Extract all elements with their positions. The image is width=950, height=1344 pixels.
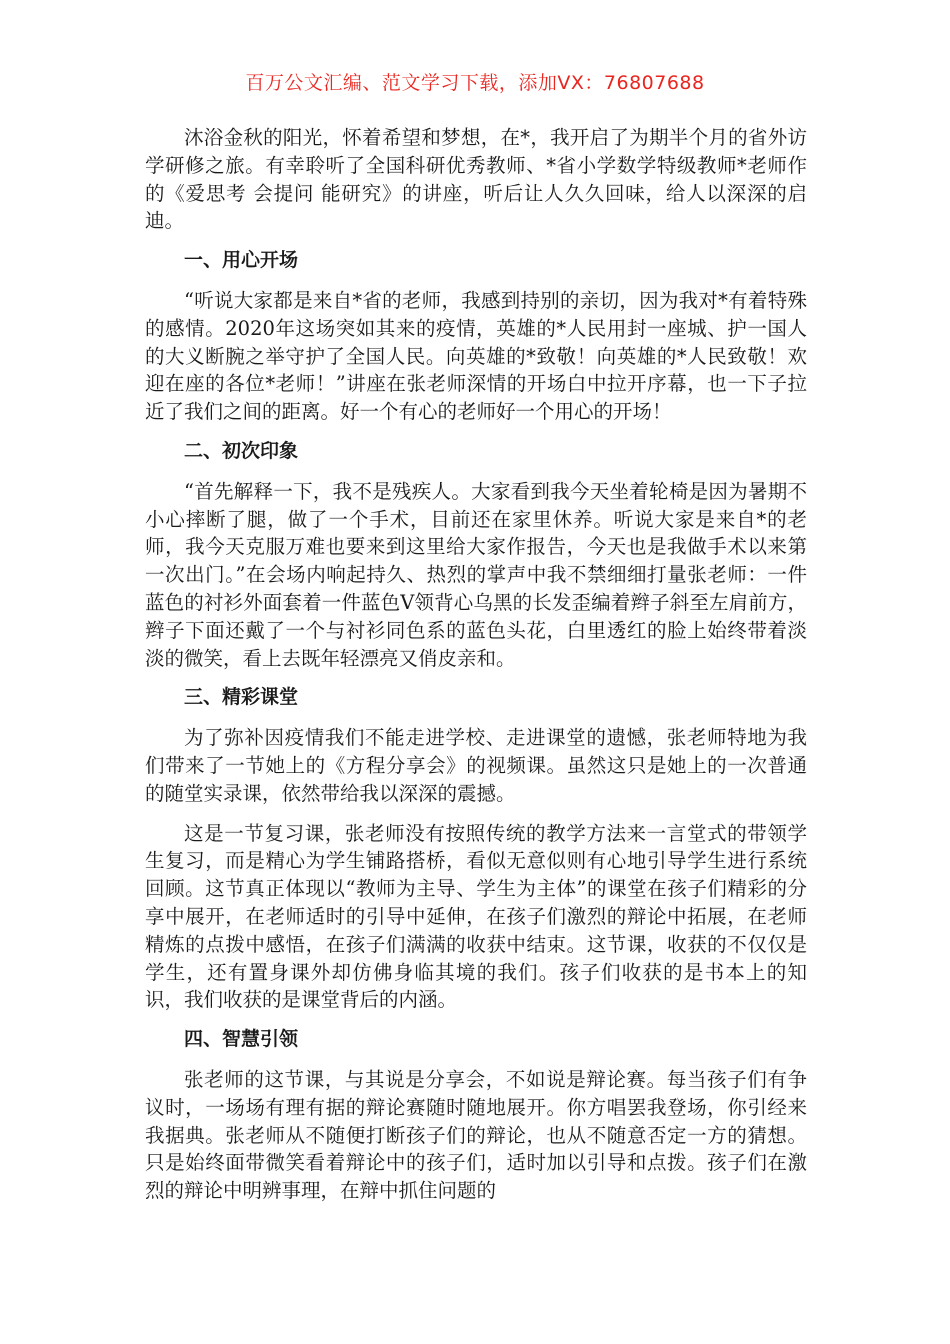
body-paragraph: 张老师的这节课，与其说是分享会，不如说是辩论赛。每当孩子们有争议时，一场场有理有据的辩论赛随时随地展开。你方唱罢我登场，你引经来我据典。张老师从不随便打断孩子们的辩论，也从不随意否定一方的猜想。只是始终面带微笑看着辩论中的孩子们，适时加以引导和点拨。孩子们在激烈的辩论中明辨事理，在辩中抓住问题的 (145, 1067, 807, 1203)
section-heading: 三、精彩课堂 (184, 686, 299, 709)
intro-paragraph: 沐浴金秋的阳光，怀着希望和梦想，在*，我开启了为期半个月的省外访学研修之旅。有幸聆听了全国科研优秀教师、*省小学数学特级教师*老师作的《爱思考 会提问 能研究》的讲座，听后让人久久回味，给人以深深的启迪。 (145, 126, 807, 233)
document-body (145, 124, 807, 1217)
section-heading: 四、智慧引领 (184, 1028, 299, 1051)
body-paragraph: 这是一节复习课，张老师没有按照传统的教学方法来一言堂式的带领学生复习，而是精心为学生铺路搭桥，看似无意似则有心地引导学生进行系统回顾。这节真正体现以“教师为主导、学生为主体”的课堂在孩子们精彩的分享中展开，在老师适时的引导中延伸，在孩子们激烈的辩论中拓展，在老师精炼的点拨中感悟，在孩子们满满的收获中结束。这节课，收获的不仅仅是学生，还有置身课外却仿佛身临其境的我们。孩子们收获的是书本上的知识，我们收获的是课堂背后的内涵。 (145, 821, 807, 1012)
body-paragraph: “首先解释一下，我不是残疾人。大家看到我今天坐着轮椅是因为暑期不小心摔断了腿，做了一个手术，目前还在家里休养。听说大家是来自*的老师，我今天克服万难也要来到这里给大家作报告，今天也是我做手术以来第一次出门。”在会场内响起持久、热烈的掌声中我不禁细细打量张老师：一件蓝色的衬衫外面套着一件蓝色V领背心乌黑的长发歪编着辫子斜至左肩前方，辫子下面还戴了一个与衬衫同色系的蓝色头花，白里透红的脸上始终带着淡淡的微笑，看上去既年轻漂亮又俏皮亲和。 (145, 479, 807, 670)
section-heading: 二、初次印象 (184, 439, 299, 462)
header-banner: 百万公文汇编、范文学习下载，添加VX：76807688 (245, 72, 705, 94)
body-paragraph: “听说大家都是来自*省的老师，我感到持别的亲切，因为我对*有着特殊的感情。2020年这场突如其来的疫情，英雄的*人民用封一座城、护一国人的大义断腕之举守护了全国人民。向英雄的*致敬！向英雄的*人民致敬！欢迎在座的各位*老师！”讲座在张老师深情的开场白中拉开序幕，也一下子拉近了我们之间的距离。好一个有心的老师好一个用心的开场！ (145, 288, 807, 424)
section-heading: 一、用心开场 (184, 249, 299, 272)
body-paragraph: 为了弥补因疫情我们不能走进学校、走进课堂的遗憾，张老师特地为我们带来了一节她上的《方程分享会》的视频课。虽然这只是她上的一次普通的随堂实录课，依然带给我以深深的震撼。 (145, 726, 807, 805)
